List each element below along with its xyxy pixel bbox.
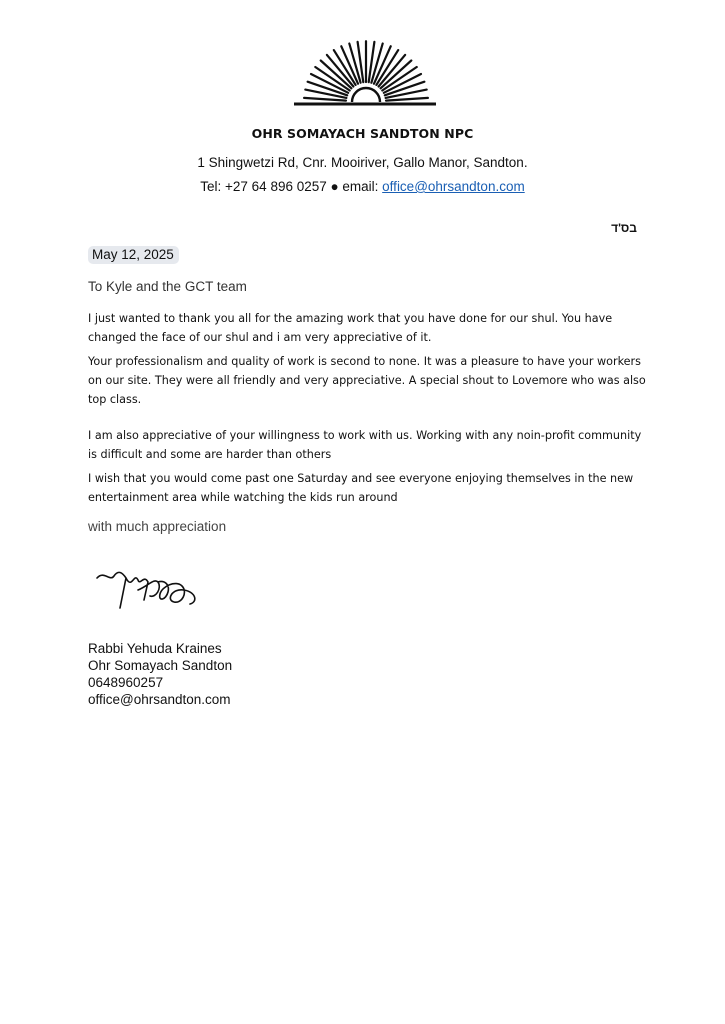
besd-heading: בס'ד xyxy=(611,221,637,235)
signer-email: office@ohrsandton.com xyxy=(88,692,231,707)
organization-name: OHR SOMAYACH SANDTON NPC xyxy=(251,126,474,141)
organization-address: 1 Shingwetzi Rd, Cnr. Mooiriver, Gallo Manor, Sandton. xyxy=(197,155,528,170)
email-link[interactable]: office@ohrsandton.com xyxy=(382,179,525,194)
handwritten-signature-icon xyxy=(92,560,212,620)
closing-line: with much appreciation xyxy=(88,519,227,534)
logo-ray xyxy=(304,98,346,101)
signature-block xyxy=(88,640,232,708)
signer-name: Rabbi Yehuda Kraines xyxy=(88,641,222,656)
signer-organization: Ohr Somayach Sandton xyxy=(88,658,233,673)
sunburst-logo-icon xyxy=(290,30,440,110)
contact-line xyxy=(0,179,725,194)
salutation: To Kyle and the GCT team xyxy=(88,279,247,294)
body-paragraph-4: I wish that you would come past one Saturday and see everyone enjoying themselves in the new entertainment area while watching the kids run around xyxy=(88,472,634,504)
logo-ray xyxy=(386,98,428,101)
signer-phone: 0648960257 xyxy=(88,675,164,690)
body-paragraph-1: I just wanted to thank you all for the amazing work that you have done for our shul. You have changed the face of our shul and i am very appreciative of it. xyxy=(88,312,613,344)
body-paragraph-3: I am also appreciative of your willingness to work with us. Working with any noin-profit community is difficult and some are harder than others xyxy=(88,429,642,461)
body-paragraph-2: Your professionalism and quality of work is second to none. It was a pleasure to have your workers on our site. They were all friendly and very appreciative. A special shout to Lovemore who was also top class. xyxy=(88,355,646,406)
letter-date: May 12, 2025 xyxy=(88,246,179,264)
phone-text: Tel: +27 64 896 0257 ● email: xyxy=(200,179,383,194)
